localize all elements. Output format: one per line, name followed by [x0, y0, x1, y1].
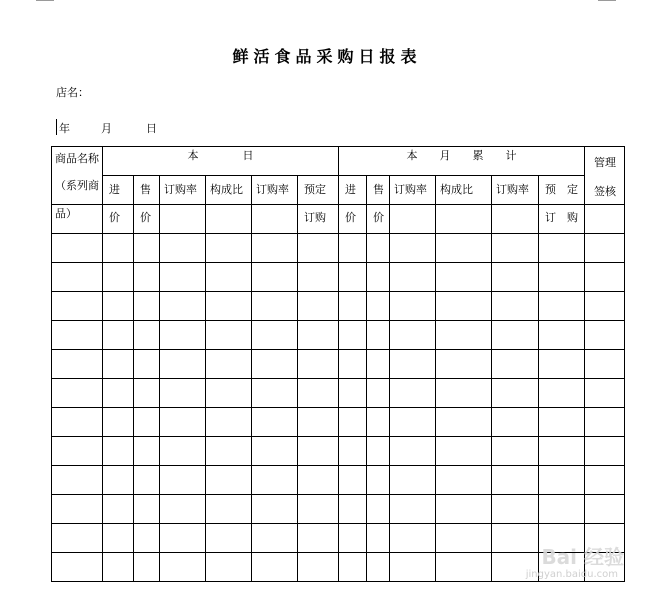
mgmt-header-line: 管理	[594, 156, 616, 169]
table-cell[interactable]	[367, 495, 390, 524]
table-cell[interactable]	[134, 408, 160, 437]
management-signoff-header	[585, 147, 625, 205]
column-header-text: 订购率	[164, 183, 197, 196]
table-cell[interactable]	[539, 379, 585, 408]
table-cell[interactable]	[436, 379, 492, 408]
column-header	[390, 176, 436, 205]
table-cell[interactable]	[339, 263, 367, 292]
table-cell[interactable]	[539, 321, 585, 350]
column-header	[160, 176, 206, 205]
table-cell[interactable]	[206, 350, 252, 379]
page-corner-mark	[598, 0, 616, 1]
table-cell[interactable]	[436, 437, 492, 466]
table-cell[interactable]	[436, 292, 492, 321]
table-cell[interactable]	[134, 553, 160, 582]
table-cell[interactable]	[134, 292, 160, 321]
table-cell[interactable]	[390, 379, 436, 408]
table-cell[interactable]	[134, 350, 160, 379]
column-header-text: 构成比	[440, 183, 473, 196]
table-row	[52, 379, 625, 408]
table-row	[52, 205, 625, 234]
table-cell[interactable]	[252, 292, 298, 321]
table-cell[interactable]	[52, 553, 103, 582]
table-cell[interactable]	[52, 524, 103, 553]
table-cell[interactable]	[103, 234, 134, 263]
table-cell[interactable]	[160, 524, 206, 553]
product-header-line: （系列商	[55, 179, 99, 192]
table-cell[interactable]	[390, 495, 436, 524]
table-cell[interactable]	[252, 553, 298, 582]
table-cell[interactable]	[367, 234, 390, 263]
table-cell[interactable]	[367, 321, 390, 350]
table-cell[interactable]	[160, 205, 206, 234]
table-cell[interactable]	[103, 466, 134, 495]
table-cell[interactable]	[585, 292, 625, 321]
table-cell[interactable]	[585, 205, 625, 234]
table-cell[interactable]	[339, 350, 367, 379]
column-header-text: 价	[345, 211, 356, 224]
product-header-line: 品）	[55, 207, 77, 220]
column-header	[492, 176, 539, 205]
table-cell[interactable]	[103, 437, 134, 466]
table-cell[interactable]	[252, 466, 298, 495]
table-cell[interactable]	[339, 524, 367, 553]
table-cell[interactable]	[206, 495, 252, 524]
table-cell[interactable]	[492, 350, 539, 379]
column-header-text: 价	[140, 211, 151, 224]
table-cell[interactable]	[492, 205, 539, 234]
table-cell[interactable]	[103, 408, 134, 437]
table-cell[interactable]	[436, 234, 492, 263]
column-header	[339, 176, 367, 224]
table-cell[interactable]	[52, 263, 103, 292]
table-cell[interactable]	[206, 263, 252, 292]
table-cell[interactable]	[134, 524, 160, 553]
table-cell[interactable]	[436, 205, 492, 234]
column-header-text: 订购率	[256, 183, 289, 196]
table-cell[interactable]	[339, 408, 367, 437]
table-cell[interactable]	[298, 292, 339, 321]
table-cell[interactable]	[134, 495, 160, 524]
column-header-text: 进	[109, 183, 120, 196]
table-cell[interactable]	[298, 553, 339, 582]
table-cell[interactable]	[298, 263, 339, 292]
table-cell[interactable]	[390, 292, 436, 321]
table-cell[interactable]	[252, 263, 298, 292]
table-cell[interactable]	[134, 379, 160, 408]
column-header-text: 预 定	[545, 183, 578, 196]
table-cell[interactable]	[436, 263, 492, 292]
table-cell[interactable]	[252, 350, 298, 379]
table-cell[interactable]	[252, 234, 298, 263]
table-cell[interactable]	[52, 234, 103, 263]
table-cell[interactable]	[103, 379, 134, 408]
table-cell[interactable]	[390, 321, 436, 350]
column-header	[206, 176, 252, 205]
table-cell[interactable]	[206, 437, 252, 466]
table-cell[interactable]	[436, 553, 492, 582]
table-cell[interactable]	[298, 234, 339, 263]
product-name-header	[52, 147, 103, 220]
column-header-text: 构成比	[210, 183, 243, 196]
column-header-text: 价	[373, 211, 384, 224]
table-cell[interactable]	[585, 495, 625, 524]
table-cell[interactable]	[367, 466, 390, 495]
table-cell[interactable]	[390, 466, 436, 495]
table-cell[interactable]	[492, 263, 539, 292]
table-cell[interactable]	[206, 524, 252, 553]
table-cell[interactable]	[103, 524, 134, 553]
table-cell[interactable]	[585, 466, 625, 495]
table-cell[interactable]	[103, 263, 134, 292]
table-cell[interactable]	[52, 408, 103, 437]
date-year-label: 年	[59, 122, 70, 135]
table-cell[interactable]	[298, 466, 339, 495]
column-header-text: 进	[345, 183, 356, 196]
month-group-header	[339, 147, 585, 176]
header-row-2	[52, 176, 625, 205]
table-cell[interactable]	[298, 437, 339, 466]
table-cell[interactable]	[585, 379, 625, 408]
table-cell[interactable]	[367, 379, 390, 408]
table-cell[interactable]	[367, 292, 390, 321]
column-header-text: 订 购	[545, 211, 578, 224]
column-header-text: 价	[109, 211, 120, 224]
table-cell[interactable]	[252, 437, 298, 466]
column-header	[367, 176, 390, 224]
table-cell[interactable]	[367, 263, 390, 292]
column-header	[252, 176, 298, 205]
table-cell[interactable]	[436, 408, 492, 437]
table-cell[interactable]	[298, 495, 339, 524]
baidu-watermark-url: jingyan.baidu.com	[525, 569, 618, 580]
table-cell[interactable]	[436, 466, 492, 495]
table-cell[interactable]	[206, 466, 252, 495]
table-cell[interactable]	[160, 234, 206, 263]
table-cell[interactable]	[390, 263, 436, 292]
daily-report-table	[51, 146, 625, 582]
table-cell[interactable]	[160, 408, 206, 437]
column-header-text: 订购率	[394, 183, 427, 196]
table-cell[interactable]	[298, 321, 339, 350]
table-cell[interactable]	[134, 437, 160, 466]
today-group-header	[103, 147, 339, 176]
table-cell[interactable]	[492, 321, 539, 350]
table-cell[interactable]	[206, 234, 252, 263]
table-cell[interactable]	[52, 350, 103, 379]
table-cell[interactable]	[206, 205, 252, 234]
table-cell[interactable]	[585, 350, 625, 379]
table-cell[interactable]	[539, 466, 585, 495]
table-cell[interactable]	[539, 350, 585, 379]
document-title: 鲜活食品采购日报表	[232, 47, 422, 66]
table-cell[interactable]	[339, 466, 367, 495]
table-cell[interactable]	[390, 408, 436, 437]
mgmt-header-line: 签核	[594, 185, 616, 198]
table-cell[interactable]	[160, 350, 206, 379]
table-cell[interactable]	[103, 350, 134, 379]
table-cell[interactable]	[367, 408, 390, 437]
table-cell[interactable]	[52, 379, 103, 408]
table-row	[52, 292, 625, 321]
table-cell[interactable]	[103, 553, 134, 582]
table-cell[interactable]	[252, 524, 298, 553]
table-cell[interactable]	[436, 350, 492, 379]
today-group-label: 本 日	[187, 149, 254, 162]
table-cell[interactable]	[339, 292, 367, 321]
table-row	[52, 466, 625, 495]
table-cell[interactable]	[103, 292, 134, 321]
table-cell[interactable]	[492, 234, 539, 263]
table-cell[interactable]	[492, 292, 539, 321]
table-row	[52, 408, 625, 437]
table-cell[interactable]	[206, 379, 252, 408]
table-cell[interactable]	[585, 321, 625, 350]
table-cell[interactable]	[367, 524, 390, 553]
table-cell[interactable]	[436, 524, 492, 553]
table-cell[interactable]	[52, 437, 103, 466]
month-group-label: 本 月 累 计	[406, 149, 517, 162]
table-cell[interactable]	[52, 292, 103, 321]
table-cell[interactable]	[298, 350, 339, 379]
table-cell[interactable]	[585, 437, 625, 466]
table-cell[interactable]	[252, 321, 298, 350]
table-cell[interactable]	[339, 495, 367, 524]
table-cell[interactable]	[539, 263, 585, 292]
table-cell[interactable]	[492, 408, 539, 437]
table-cell[interactable]	[585, 263, 625, 292]
table-cell[interactable]	[585, 234, 625, 263]
table-cell[interactable]	[539, 408, 585, 437]
table-cell[interactable]	[539, 495, 585, 524]
text-cursor	[56, 119, 57, 135]
table-cell[interactable]	[160, 495, 206, 524]
table-cell[interactable]	[298, 524, 339, 553]
table-cell[interactable]	[390, 234, 436, 263]
table-cell[interactable]	[134, 263, 160, 292]
table-cell[interactable]	[160, 437, 206, 466]
table-cell[interactable]	[103, 495, 134, 524]
table-cell[interactable]	[206, 321, 252, 350]
table-row	[52, 321, 625, 350]
table-cell[interactable]	[492, 524, 539, 553]
table-row	[52, 524, 625, 553]
store-name-label: 店名：	[56, 86, 89, 99]
table-cell[interactable]	[585, 408, 625, 437]
table-cell[interactable]	[160, 263, 206, 292]
table-cell[interactable]	[160, 379, 206, 408]
table-cell[interactable]	[367, 350, 390, 379]
table-cell[interactable]	[367, 437, 390, 466]
table-cell[interactable]	[539, 234, 585, 263]
table-cell[interactable]	[160, 321, 206, 350]
table-cell[interactable]	[436, 495, 492, 524]
table-cell[interactable]	[252, 495, 298, 524]
column-header-text: 订购率	[496, 183, 529, 196]
page-corner-mark	[36, 0, 54, 1]
table-cell[interactable]	[206, 408, 252, 437]
table-cell[interactable]	[390, 437, 436, 466]
column-header	[298, 176, 339, 224]
table-cell[interactable]	[390, 524, 436, 553]
table-cell[interactable]	[206, 553, 252, 582]
table-cell[interactable]	[339, 437, 367, 466]
column-header	[103, 176, 134, 224]
product-header-line: 商品名称	[55, 152, 99, 165]
table-cell[interactable]	[52, 495, 103, 524]
table-cell[interactable]	[298, 408, 339, 437]
column-header-text: 订购	[304, 211, 326, 224]
date-month-label: 月	[101, 122, 112, 135]
column-header-text: 售	[373, 183, 384, 196]
table-cell[interactable]	[492, 437, 539, 466]
table-cell[interactable]	[390, 553, 436, 582]
table-cell[interactable]	[339, 321, 367, 350]
table-cell[interactable]	[339, 379, 367, 408]
column-header	[539, 176, 585, 224]
column-header	[134, 176, 160, 224]
table-cell[interactable]	[390, 350, 436, 379]
table-cell[interactable]	[390, 205, 436, 234]
table-cell[interactable]	[134, 321, 160, 350]
table-cell[interactable]	[492, 379, 539, 408]
table-cell[interactable]	[436, 321, 492, 350]
table-row	[52, 495, 625, 524]
column-header	[436, 176, 492, 205]
table-cell[interactable]	[339, 234, 367, 263]
table-cell[interactable]	[206, 292, 252, 321]
table-cell[interactable]	[252, 408, 298, 437]
baidu-watermark: Bai 经验	[541, 545, 624, 569]
table-cell[interactable]	[160, 466, 206, 495]
table-cell[interactable]	[367, 553, 390, 582]
table-cell[interactable]	[492, 466, 539, 495]
table-cell[interactable]	[539, 437, 585, 466]
date-day-label: 日	[146, 122, 157, 135]
table-row	[52, 263, 625, 292]
table-cell[interactable]	[134, 234, 160, 263]
table-cell[interactable]	[339, 553, 367, 582]
table-cell[interactable]	[298, 379, 339, 408]
table-cell[interactable]	[52, 321, 103, 350]
table-row	[52, 234, 625, 263]
table-cell[interactable]	[103, 321, 134, 350]
table-cell[interactable]	[134, 466, 160, 495]
header-row-1	[52, 147, 625, 176]
table-cell[interactable]	[52, 466, 103, 495]
column-header-text: 售	[140, 183, 151, 196]
table-row	[52, 350, 625, 379]
table-cell[interactable]	[160, 553, 206, 582]
column-header-text: 预定	[304, 183, 326, 196]
table-cell[interactable]	[492, 495, 539, 524]
table-cell[interactable]	[252, 205, 298, 234]
table-row	[52, 437, 625, 466]
table-cell[interactable]	[160, 292, 206, 321]
table-cell[interactable]	[252, 379, 298, 408]
table-cell[interactable]	[539, 292, 585, 321]
